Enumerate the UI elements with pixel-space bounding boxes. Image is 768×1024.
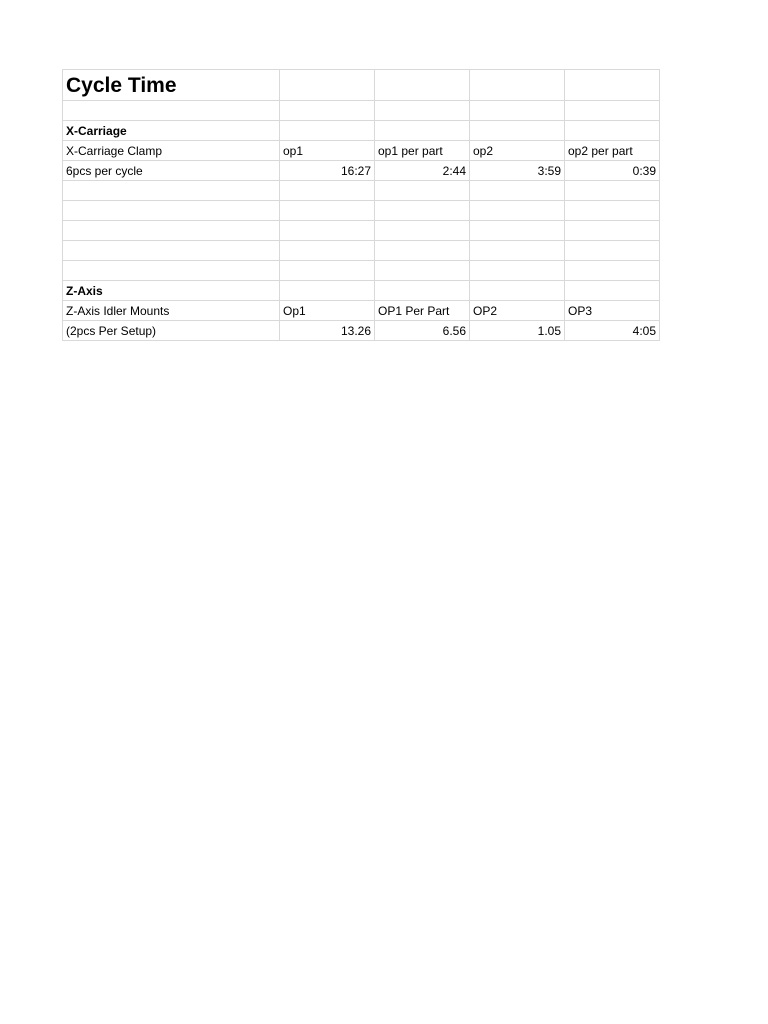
empty-cell[interactable]: [565, 70, 660, 101]
empty-cell[interactable]: [565, 261, 660, 281]
empty-cell[interactable]: [63, 101, 280, 121]
table-cell[interactable]: OP2: [470, 301, 565, 321]
empty-cell[interactable]: [470, 221, 565, 241]
empty-cell[interactable]: [565, 221, 660, 241]
empty-cell[interactable]: [565, 281, 660, 301]
empty-cell[interactable]: [470, 241, 565, 261]
empty-cell[interactable]: [565, 101, 660, 121]
empty-cell[interactable]: [470, 121, 565, 141]
empty-cell[interactable]: [280, 241, 375, 261]
empty-cell[interactable]: [375, 201, 470, 221]
empty-cell[interactable]: [63, 261, 280, 281]
empty-cell[interactable]: [470, 201, 565, 221]
table-cell[interactable]: 6pcs per cycle: [63, 161, 280, 181]
table-cell[interactable]: OP3: [565, 301, 660, 321]
empty-cell[interactable]: [280, 101, 375, 121]
table-cell[interactable]: 3:59: [470, 161, 565, 181]
empty-cell[interactable]: [375, 70, 470, 101]
empty-cell[interactable]: [63, 181, 280, 201]
table-cell[interactable]: 6.56: [375, 321, 470, 341]
empty-row: [63, 241, 660, 261]
empty-cell[interactable]: [280, 281, 375, 301]
table-cell[interactable]: op1 per part: [375, 141, 470, 161]
empty-cell[interactable]: [280, 261, 375, 281]
header-row-xcarriage: [63, 141, 660, 161]
empty-cell[interactable]: [63, 221, 280, 241]
table-cell[interactable]: OP1 Per Part: [375, 301, 470, 321]
empty-row: [63, 261, 660, 281]
table-cell[interactable]: Op1: [280, 301, 375, 321]
table-cell[interactable]: 2:44: [375, 161, 470, 181]
empty-cell[interactable]: [63, 201, 280, 221]
empty-cell[interactable]: [375, 281, 470, 301]
empty-row: [63, 221, 660, 241]
table-cell[interactable]: (2pcs Per Setup): [63, 321, 280, 341]
empty-cell[interactable]: [280, 70, 375, 101]
empty-cell[interactable]: [280, 181, 375, 201]
empty-cell[interactable]: [375, 101, 470, 121]
table-cell[interactable]: X-Carriage Clamp: [63, 141, 280, 161]
empty-cell[interactable]: [470, 70, 565, 101]
section-label-xcarriage[interactable]: X-Carriage: [63, 121, 280, 141]
data-row-xcarriage: [63, 161, 660, 181]
empty-cell[interactable]: [470, 101, 565, 121]
empty-cell[interactable]: [470, 261, 565, 281]
empty-cell[interactable]: [565, 181, 660, 201]
empty-cell[interactable]: [470, 181, 565, 201]
table-cell[interactable]: op2: [470, 141, 565, 161]
empty-cell[interactable]: [280, 221, 375, 241]
title-row: [63, 70, 660, 101]
table-cell[interactable]: 4:05: [565, 321, 660, 341]
sheet-title[interactable]: Cycle Time: [63, 70, 280, 101]
section-row-zaxis: [63, 281, 660, 301]
spreadsheet-grid: [62, 69, 660, 341]
table-cell[interactable]: 16:27: [280, 161, 375, 181]
section-label-zaxis[interactable]: Z-Axis: [63, 281, 280, 301]
empty-cell[interactable]: [375, 121, 470, 141]
table-cell[interactable]: 1.05: [470, 321, 565, 341]
empty-row: [63, 181, 660, 201]
table-cell[interactable]: op1: [280, 141, 375, 161]
table-cell[interactable]: 0:39: [565, 161, 660, 181]
empty-cell[interactable]: [280, 201, 375, 221]
empty-cell[interactable]: [375, 241, 470, 261]
empty-cell[interactable]: [375, 181, 470, 201]
empty-cell[interactable]: [470, 281, 565, 301]
empty-cell[interactable]: [565, 201, 660, 221]
table-cell[interactable]: op2 per part: [565, 141, 660, 161]
empty-cell[interactable]: [63, 241, 280, 261]
empty-row: [63, 201, 660, 221]
table-cell[interactable]: Z-Axis Idler Mounts: [63, 301, 280, 321]
empty-cell[interactable]: [375, 261, 470, 281]
empty-cell[interactable]: [565, 121, 660, 141]
empty-cell[interactable]: [565, 241, 660, 261]
empty-row: [63, 101, 660, 121]
empty-cell[interactable]: [280, 121, 375, 141]
section-row-xcarriage: [63, 121, 660, 141]
header-row-zaxis: [63, 301, 660, 321]
empty-cell[interactable]: [375, 221, 470, 241]
table-cell[interactable]: 13.26: [280, 321, 375, 341]
data-row-zaxis: [63, 321, 660, 341]
